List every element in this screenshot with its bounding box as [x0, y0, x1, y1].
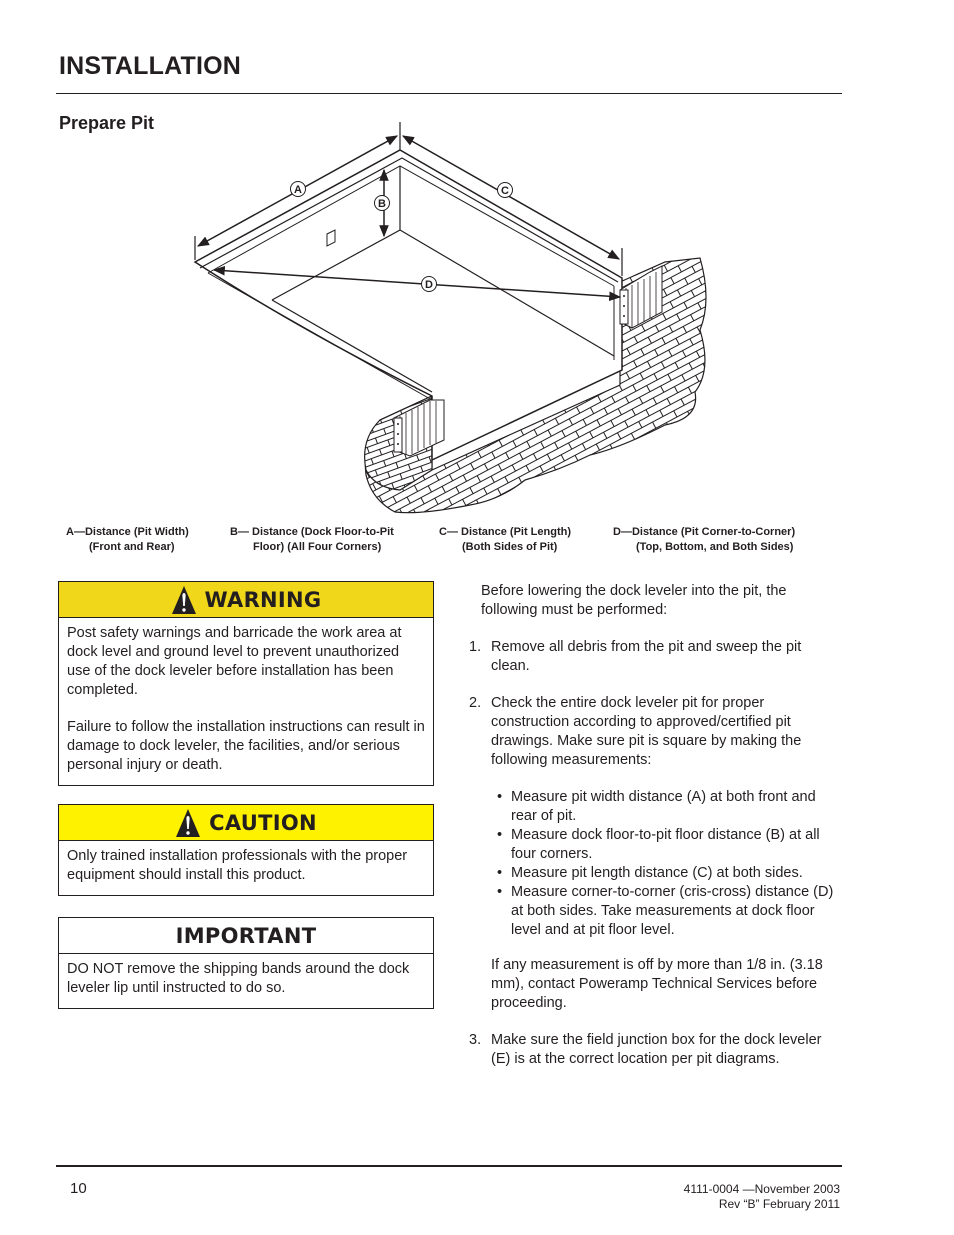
- list-item: • Measure pit width distance (A) at both front and rear of pit.: [497, 789, 816, 824]
- label-a: A: [294, 184, 302, 196]
- exclamation-triangle-icon: [171, 585, 197, 615]
- list-item: • Measure dock floor-to-pit floor distance (B) at all four corners.: [497, 827, 820, 862]
- step-1: 1. Remove all debris from the pit and sweep the pit clean.: [469, 639, 802, 674]
- exclamation-triangle-icon: [175, 808, 201, 838]
- caution-title: CAUTION: [209, 810, 317, 835]
- important-body: [59, 954, 433, 1008]
- section-title: INSTALLATION: [59, 52, 242, 80]
- footer-rule: [56, 1165, 842, 1167]
- tolerance-note: If any measurement is off by more than 1/8 in. (3.18 mm), contact Poweramp Technical Services before proceeding.: [491, 957, 823, 1011]
- list-item: • Measure corner-to-corner (cris-cross) distance (D) at both sides. Take measurements at dock floor level and at pit floor level.: [497, 884, 834, 938]
- header-rule: [56, 93, 842, 94]
- important-header: [59, 918, 433, 954]
- step-2: 2. Check the entire dock leveler pit for proper construction according to approved/certified pit drawings. Make sure pit is square by making the following measurements:: [469, 695, 802, 768]
- important-box: [58, 917, 434, 1009]
- intro-paragraph: Before lowering the dock leveler into the pit, the following must be performed:: [481, 583, 787, 618]
- warning-header: [59, 582, 433, 618]
- caption-c: C— Distance (Pit Length) (Both Sides of Pit): [439, 526, 572, 553]
- warning-box: [58, 581, 434, 786]
- pit-diagram: [180, 118, 720, 523]
- warning-text-1: Post safety warnings and barricade the work area at dock level and ground level to prevent unauthorized use of the dock leveler before installation has been completed.: [67, 625, 402, 698]
- warning-text-2: Failure to follow the installation instructions can result in damage to dock leveler, the facilities, and/or serious personal injury or death.: [67, 719, 425, 773]
- label-d: D: [425, 279, 433, 291]
- caption-a: A—Distance (Pit Width) (Front and Rear): [66, 526, 189, 553]
- label-b: B: [378, 198, 386, 210]
- caution-box: [58, 804, 434, 896]
- list-item: • Measure pit length distance (C) at both sides.: [497, 865, 803, 881]
- label-c: C: [501, 185, 509, 197]
- warning-title: WARNING: [204, 587, 322, 612]
- warning-body: [59, 618, 433, 785]
- caption-d: D—Distance (Pit Corner-to-Corner) (Top, Bottom, and Both Sides): [613, 526, 796, 553]
- measurement-list: [497, 788, 842, 940]
- caption-b: B— Distance (Dock Floor-to-Pit Floor) (All Four Corners): [230, 526, 394, 553]
- caution-body: [59, 841, 433, 895]
- important-text: DO NOT remove the shipping bands around the dock leveler lip until instructed to do so.: [67, 961, 410, 996]
- important-title: IMPORTANT: [175, 923, 317, 948]
- caution-header: [59, 805, 433, 841]
- step-3: 3. Make sure the field junction box for the dock leveler (E) is at the correct location per pit diagrams.: [469, 1032, 822, 1067]
- caution-text: Only trained installation professionals with the proper equipment should install this product.: [67, 848, 408, 883]
- page-subtitle: Prepare Pit: [59, 113, 155, 133]
- document-reference: 4111-0004 —November 2003 Rev “B” February 2011: [683, 1182, 840, 1211]
- page-number: 10: [70, 1180, 87, 1197]
